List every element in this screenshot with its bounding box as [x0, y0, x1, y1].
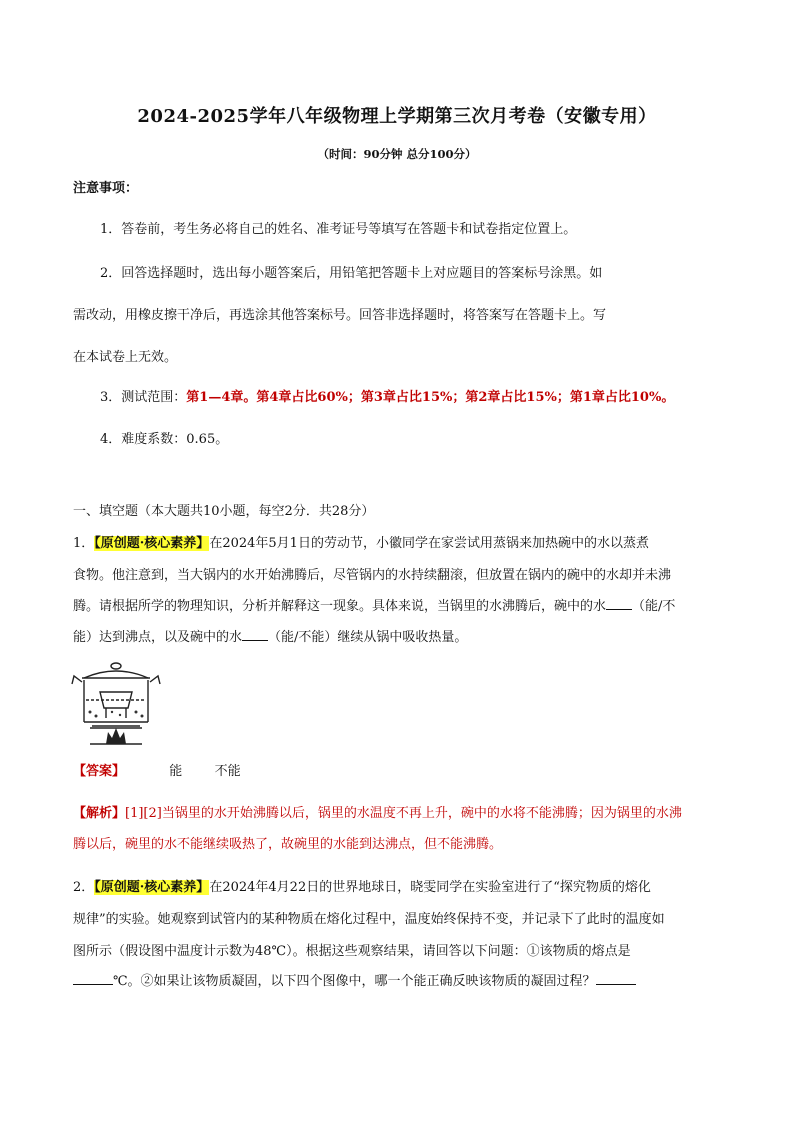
- question-1-line-3: [73, 595, 675, 614]
- answer-label: 【答案】: [73, 764, 126, 779]
- notice-item-4: 4．难度系数：0.65。: [100, 432, 229, 447]
- notice-item-2-line-3: 在本试卷上无效。: [73, 350, 178, 365]
- question-2-tag: 【原创题·核心素养】: [94, 880, 210, 895]
- test-scope: 第1—4章。第4章占比60%；第3章占比15%；第2章占比15%；第1章占比10%。: [186, 390, 675, 405]
- question-2-line-1: [73, 876, 651, 895]
- question-1-line-2: 食物。他注意到，当大锅内的水开始沸腾后，尽管锅内的水持续翻滚，但放置在锅内的碗中的水却并未沸: [73, 568, 672, 583]
- question-1-text-1: 在2024年5月1日的劳动节，小徽同学在家尝试用蒸锅来加热碗中的水以蒸煮: [209, 536, 649, 551]
- analysis-line-1: [73, 802, 682, 821]
- question-1-number: 1．: [73, 536, 95, 551]
- answer-value-1: 能: [169, 764, 183, 779]
- question-1-tag: 【原创题·核心素养】: [94, 536, 210, 551]
- question-2-text-4: ℃。②如果让该物质凝固，以下四个图像中，哪一个能正确反映该物质的凝固过程？: [113, 974, 596, 989]
- answer-blank-2[interactable]: [242, 628, 268, 641]
- answer-blank-1[interactable]: [606, 597, 632, 610]
- exam-info: （时间：90分钟 总分100分）: [317, 147, 477, 161]
- answer-value-2: 不能: [214, 764, 241, 779]
- analysis-text-1: [1][2]当锅里的水开始沸腾以后，锅里的水温度不再上升，碗中的水将不能沸腾；因为锅里的水沸: [125, 806, 682, 821]
- notice-item-3: [100, 386, 674, 405]
- question-2-line-4: [73, 970, 636, 989]
- section-heading: 一、填空题（本大题共10小题，每空2分．共28分）: [73, 504, 375, 519]
- question-1-text-3-end: （能/不: [632, 599, 676, 614]
- page-title: 2024-2025学年八年级物理上学期第三次月考卷（安徽专用）: [137, 106, 657, 127]
- question-2-number: 2．: [73, 880, 95, 895]
- question-2-line-2: 规律”的实验。她观察到试管内的某种物质在熔化过程中，温度始终保持不变，并记录下了此时的温度如: [73, 912, 665, 927]
- question-1-text-3: 腾。请根据所学的物理知识，分析并解释这一现象。具体来说，当锅里的水沸腾后，碗中的水: [73, 599, 607, 614]
- steamer-pot-illustration: [70, 660, 162, 746]
- analysis-label: 【解析】: [73, 806, 126, 821]
- question-1-line-1: [73, 532, 649, 551]
- question-1-line-4: [73, 626, 467, 645]
- analysis-line-2: 腾以后，碗里的水不能继续吸热了，故碗里的水能到达沸点，但不能沸腾。: [73, 837, 503, 852]
- answer-blank-3[interactable]: [73, 972, 113, 985]
- question-2-line-3: 图所示（假设图中温度计示数为48℃）。根据这些观察结果，请回答以下问题：①该物质的熔点是: [73, 944, 631, 959]
- question-1-text-4a: 能）达到沸点，以及碗中的水: [73, 630, 243, 645]
- notice-item-3-prefix: 3．测试范围：: [100, 390, 187, 405]
- notice-item-2-line-1: 2．回答选择题时，选出每小题答案后，用铅笔把答题卡上对应题目的答案标号涂黑。如: [100, 266, 603, 281]
- notice-item-1: 1．答卷前，考生务必将自己的姓名、准考证号等填写在答题卡和试卷指定位置上。: [100, 222, 577, 237]
- answer-row: [73, 760, 241, 779]
- notice-item-2-line-2: 需改动，用橡皮擦干净后，再选涂其他答案标号。回答非选择题时，将答案写在答题卡上。写: [73, 308, 607, 323]
- notice-heading: 注意事项：: [73, 181, 139, 196]
- question-1-text-4b: （能/不能）继续从锅中吸收热量。: [268, 630, 468, 645]
- answer-blank-4[interactable]: [596, 972, 636, 985]
- question-2-text-1: 在2024年4月22日的世界地球日，晓雯同学在实验室进行了“探究物质的熔化: [209, 880, 651, 895]
